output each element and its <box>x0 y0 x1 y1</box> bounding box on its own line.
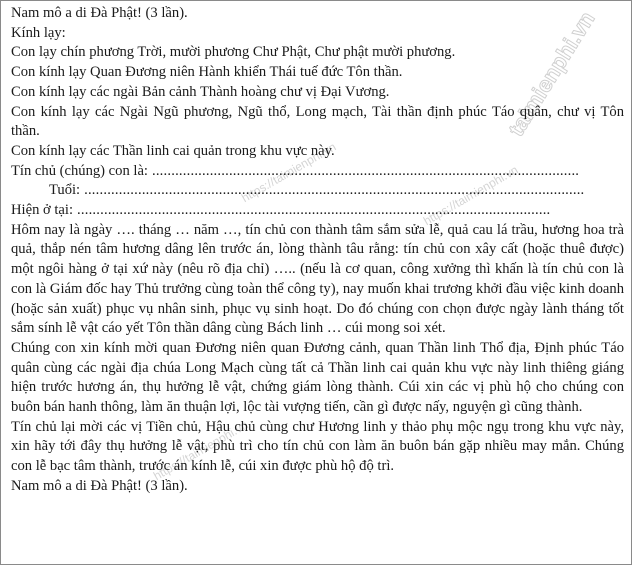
watermark-logo: taimienphi.vn <box>503 6 600 141</box>
watermark-small: https://taimienphi.vn <box>151 417 251 484</box>
invocation-line: Con kính lạy các Ngài Ngũ phương, Ngũ thổ, Long mạch, Tài thần định phúc Táo quân, chư vị Tôn thần. <box>11 103 624 140</box>
prayer-document <box>11 4 624 497</box>
invocation-line: Con kính lạy các Thần linh cai quản trong khu vực này. <box>11 142 335 159</box>
age-field <box>11 181 624 201</box>
invocation-line: Con kính lạy các ngài Bản cảnh Thành hoàng chư vị Đại Vương. <box>11 83 390 100</box>
age-blank: .................................................................................................................................. <box>84 182 585 199</box>
invocation-line: Con lạy chín phương Trời, mười phương Chư Phật, Chư phật mười phương. <box>11 44 456 61</box>
watermark-small: https://taimienphi.vn <box>239 139 339 206</box>
age-label: Tuổi: <box>49 182 81 199</box>
body-paragraph: Chúng con xin kính mời quan Đương niên quan Đương cảnh, quan Thần linh Thổ địa, Định phúc Táo quân cùng các ngài địa chúa Long Mạch cùng tất cả Thần linh cai quản khu vực này linh thiêng giáng hiện trước hương án, thụ hưởng lễ vật, chứng giám lòng thành. Cúi xin các vị phù hộ cho chúng con buôn bán hanh thông, làm ăn thuận lợi, lộc tài vượng tiến, cần gì được nấy, nguyện gì cũng thành. <box>11 339 624 416</box>
address-label: Hiện ở tại: <box>11 202 74 219</box>
address-field <box>11 201 624 221</box>
opening-line: Nam mô a di Đà Phật! (3 lần). <box>11 5 188 21</box>
owner-label: Tín chủ (chúng) con là: <box>11 162 148 179</box>
greeting-line: Kính lạy: <box>11 24 66 41</box>
body-paragraph: Tín chủ lại mời các vị Tiền chủ, Hậu chủ cùng chư Hương linh y thảo phụ mộc ngụ trong khu vực này, xin hãy tới đây thụ hưởng lễ vật, phù trì cho tín chủ con làm ăn buôn bán gặp nhiều may mắn. Chúng con lễ bạc tâm thành, trước án kính lễ, cúi xin được phù hộ độ trì. <box>11 418 624 475</box>
owner-field <box>11 162 624 182</box>
closing-line: Nam mô a di Đà Phật! (3 lần). <box>11 477 188 494</box>
body-paragraph: Hôm nay là ngày …. tháng … năm …, tín chủ con thành tâm sắm sửa lễ, quả cau lá trầu, hương hoa trà quả, thắp nén tâm hương dâng lên trước án, lòng thành tâu rằng: tín chủ con xây cất (hoặc thuê được) một ngôi hàng ở tại xứ này (nêu rõ địa chỉ) ….. (nếu là cơ quan, công xưởng thì khấn là tín chủ con là con là Giám đốc hay Thủ trưởng cùng toàn thể công ty), nay muốn khai trương khởi đầu việc kinh doanh (hoặc sản xuất) phục vụ nhân sinh, phục vụ sinh hoạt. Do đó chúng con chọn được ngày lành tháng tốt sắm sính lễ vật cáo yết Tôn thần dâng cùng Bách linh … cúi mong soi xét. <box>11 221 624 337</box>
address-blank: ........................................................................................................................... <box>77 202 551 219</box>
invocation-line: Con kính lạy Quan Đương niên Hành khiển Thái tuế đức Tôn thần. <box>11 64 403 81</box>
watermark-small: https://taimienphi.vn <box>421 162 521 229</box>
owner-blank: ............................................................................................................... <box>151 162 580 179</box>
